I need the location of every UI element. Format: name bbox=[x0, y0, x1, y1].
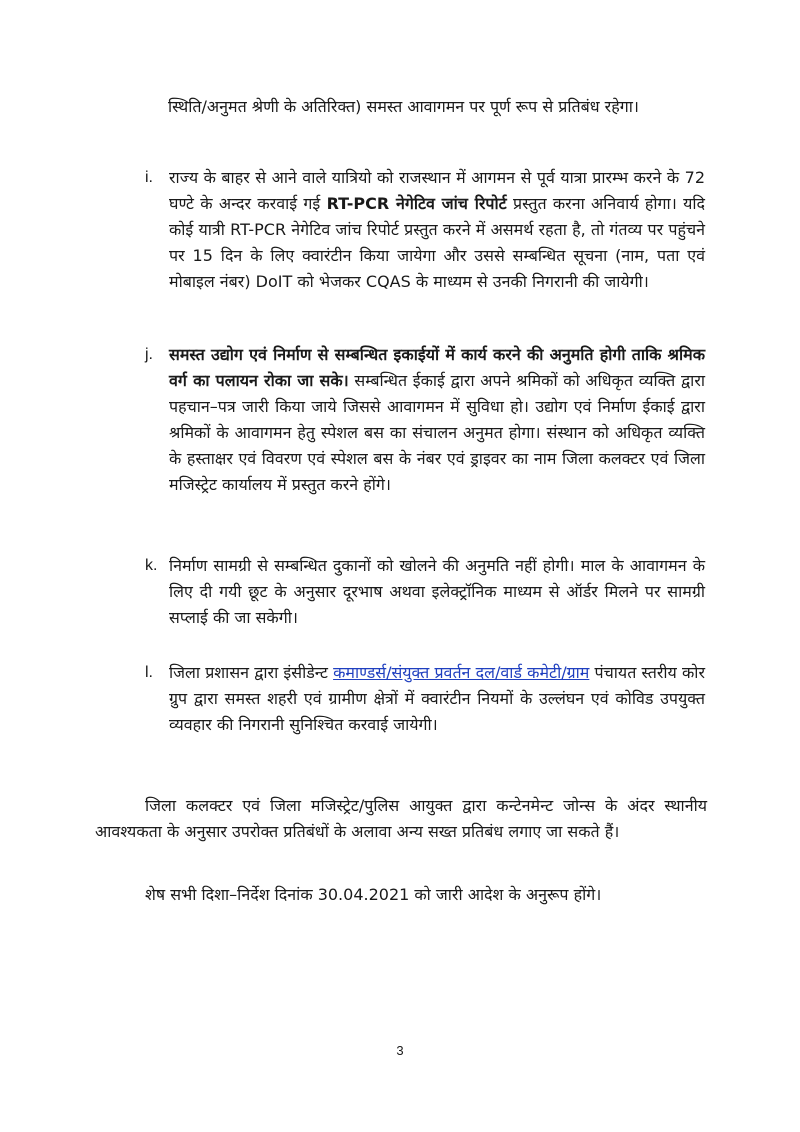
closing-paragraph-1 bbox=[95, 793, 707, 845]
list-item-k bbox=[145, 553, 705, 631]
item-body bbox=[169, 165, 705, 295]
closing-text-2: शेष सभी दिशा–निर्देश दिनांक 30.04.2021 को जारी आदेश के अनुरूप होंगे। bbox=[145, 885, 602, 904]
item-marker: j. bbox=[145, 346, 153, 363]
underlined-link-text[interactable]: कमाण्डर्स/संयुक्त प्रवर्तन दल/वार्ड कमेटी/ग्राम bbox=[333, 663, 590, 682]
item-body bbox=[169, 342, 705, 498]
item-text: प्रस्तुत करना अनिवार्य होगा। यदि कोई यात्री RT-PCR नेगेटिव जांच रिपोर्ट प्रस्तुत करने में असमर्थ रहता है, तो गंतव्य पर पहुंचने पर 15 दिन के लिए क्वारंटीन किया जायेगा और उससे सम्बन्धित सूचना (नाम, पता एवं मोबाइल नंबर) DoIT को भेजकर CQAS के माध्यम से उनकी निगरानी की जायेगी। bbox=[169, 194, 705, 291]
item-text: पंचायत स्तरीय कोर ग्रुप द्वारा समस्त शहरी एवं ग्रामीण क्षेत्रों में क्वारंटीन नियमों के उल्लंघन एवं कोविड उपयुक्त व्यवहार की निगरानी सुनिश्चित करवाई जायेगी। bbox=[169, 663, 705, 734]
list-item-j bbox=[145, 342, 705, 498]
list-item-l bbox=[145, 660, 705, 738]
item-text: जिला प्रशासन द्वारा इंसीडेन्ट bbox=[169, 663, 334, 682]
list-item-i bbox=[145, 165, 705, 295]
item-text: निर्माण सामग्री से सम्बन्धित दुकानों को खोलने की अनुमति नहीं होगी। माल के आवागमन के लिए दी गयी छूट के अनुसार दूरभाष अथवा इलेक्ट्रॉनिक माध्यम से ऑर्डर मिलने पर सामग्री सप्लाई की जा सकेगी। bbox=[169, 556, 705, 627]
intro-paragraph bbox=[168, 94, 705, 120]
intro-text: स्थिति/अनुमत श्रेणी के अतिरिक्त) समस्त आवागमन पर पूर्ण रूप से प्रतिबंध रहेगा। bbox=[168, 97, 639, 116]
closing-paragraph-2 bbox=[95, 882, 707, 908]
item-body bbox=[169, 660, 705, 738]
item-bold-text: समस्त उद्योग एवं निर्माण से सम्बन्धित इकाईयों में कार्य करने की अनुमति होगी ताकि श्रमिक वर्ग का पलायन रोका जा सके। bbox=[169, 345, 705, 390]
item-marker: l. bbox=[145, 664, 153, 681]
item-text: सम्बन्धित ईकाई द्वारा अपने श्रमिकों को अधिकृत व्यक्ति द्वारा पहचान–पत्र जारी किया जाये जिससे आवागमन में सुविधा हो। उद्योग एवं निर्माण ईकाई द्वारा श्रमिकों के आवागमन हेतु स्पेशल बस का संचालन अनुमत होगा। संस्थान को अधिकृत व्यक्ति के हस्ताक्षर एवं विवरण एवं स्पेशल बस के नंबर एवं ड्राइवर का नाम जिला कलक्टर एवं जिला मजिस्ट्रेट कार्यालय में प्रस्तुत करने होंगे। bbox=[169, 371, 706, 494]
closing-text-1: जिला कलक्टर एवं जिला मजिस्ट्रेट/पुलिस आयुक्त द्वारा कन्टेनमेन्ट जोन्स के अंदर स्थानीय आवश्यकता के अनुसार उपरोक्त प्रतिबंधों के अलावा अन्य सख्त प्रतिबंध लगाए जा सकते हैं। bbox=[95, 796, 707, 841]
item-bold-text: RT-PCR नेगेटिव जांच रिपोर्ट bbox=[326, 194, 507, 213]
page-number: 3 bbox=[396, 1043, 404, 1058]
item-marker: i. bbox=[145, 169, 153, 186]
item-text: राज्य के बाहर से आने वाले यात्रियो को राजस्थान में आगमन से पूर्व यात्रा प्रारम्भ करने के 72 घण्टे के अन्दर करवाई गई bbox=[169, 168, 705, 213]
item-body bbox=[169, 553, 705, 631]
item-marker: k. bbox=[145, 557, 158, 574]
